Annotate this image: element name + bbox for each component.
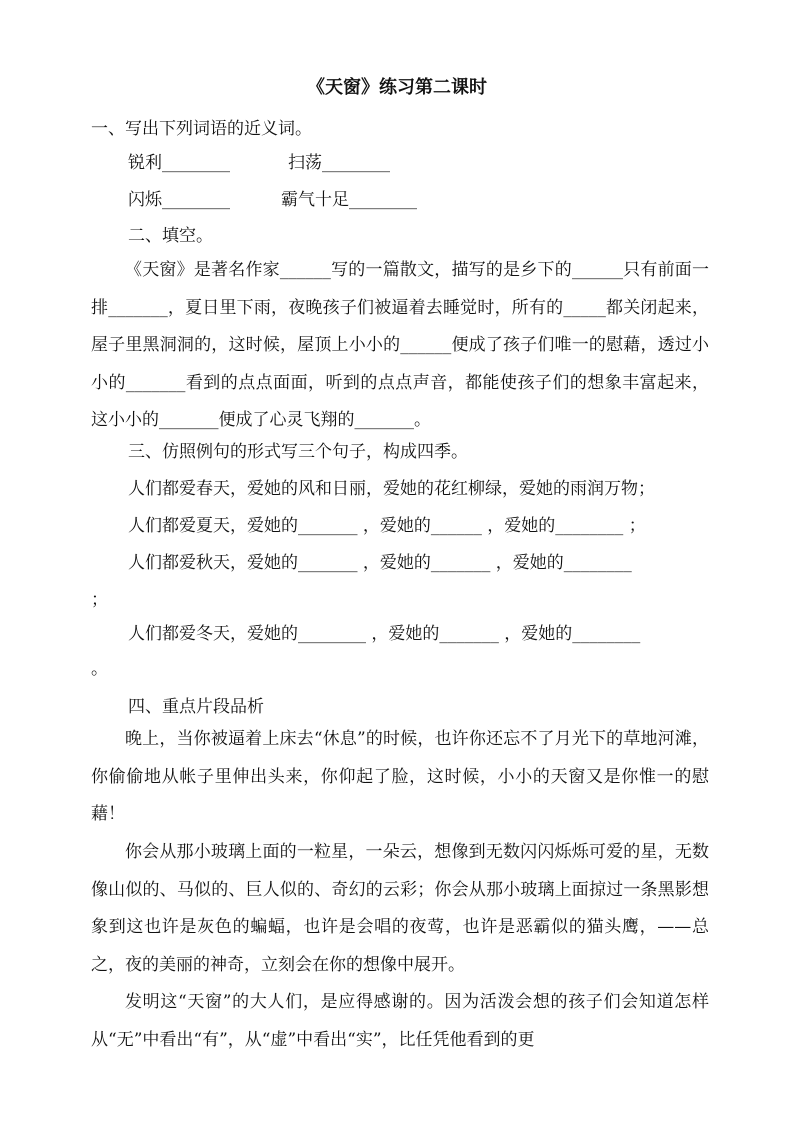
- section2-heading: 二、填空。: [128, 226, 213, 246]
- section4-paragraph-3: 发明这“天窗”的大人们，是应得感谢的。因为活泼会想的孩子们会知道怎样从“无”中看出“有”，从“虚”中看出“实”，比任凭他看到的更: [91, 992, 709, 1050]
- season-autumn: 人们都爱秋天，爱她的_______ ，爱她的_______ ，爱她的________: [128, 553, 632, 573]
- synonym-item-2: 扫荡________: [288, 153, 390, 173]
- synonym-item-4: 霸气十足________: [281, 190, 417, 210]
- synonym-item-1: 锐利________: [128, 153, 230, 173]
- season-winter: 人们都爱冬天，爱她的________ ，爱她的_______ ，爱她的________: [128, 624, 641, 644]
- section1-heading: 一、写出下列词语的近义词。: [91, 119, 312, 139]
- page-title: 《天窗》练习第二课时: [307, 77, 487, 98]
- synonym-item-3: 闪烁________: [128, 190, 230, 210]
- section3-heading: 三、仿照例句的形式写三个句子，构成四季。: [128, 442, 468, 462]
- section4-paragraph-2: 你会从那小玻璃上面的一粒星，一朵云，想像到无数闪闪烁烁可爱的星，无数像山似的、马似的、巨人似的、奇幻的云彩；你会从那小玻璃上面掠过一条黑影想象到这也许是灰色的蝙蝠，也许是会唱的夜莺，也许是恶霸似的猫头鹰，——总之，夜的美丽的神奇，立刻会在你的想像中展开。: [91, 842, 709, 975]
- season-summer: 人们都爱夏天，爱她的_______ ，爱她的______ ，爱她的________ ；: [128, 516, 646, 536]
- season-autumn-end: ；: [91, 590, 108, 610]
- season-winter-end: 。: [91, 659, 108, 679]
- section4-heading: 四、重点片段品析: [128, 697, 264, 717]
- section2-paragraph: 《天窗》是著名作家______写的一篇散文，描写的是乡下的______只有前面一排_______，夏日里下雨，夜晚孩子们被逼着去睡觉时，所有的_____都关闭起来，屋子里黑洞洞的，这时候，屋顶上小小的______便成了孩子们唯一的慰藉，透过小小的_______看到的点点面面，听到的点点声音，都能使孩子们的想象丰富起来，这小小的_______便成了心灵飞翔的_______。: [91, 260, 709, 430]
- season-example-spring: 人们都爱春天，爱她的风和日丽，爱她的花红柳绿，爱她的雨润万物；: [128, 479, 655, 499]
- section4-paragraph-1: 晚上，当你被逼着上床去“休息”的时候，也许你还忘不了月光下的草地河滩，你偷偷地从帐子里伸出头来，你仰起了脸，这时候，小小的天窗又是你惟一的慰藉！: [91, 729, 709, 824]
